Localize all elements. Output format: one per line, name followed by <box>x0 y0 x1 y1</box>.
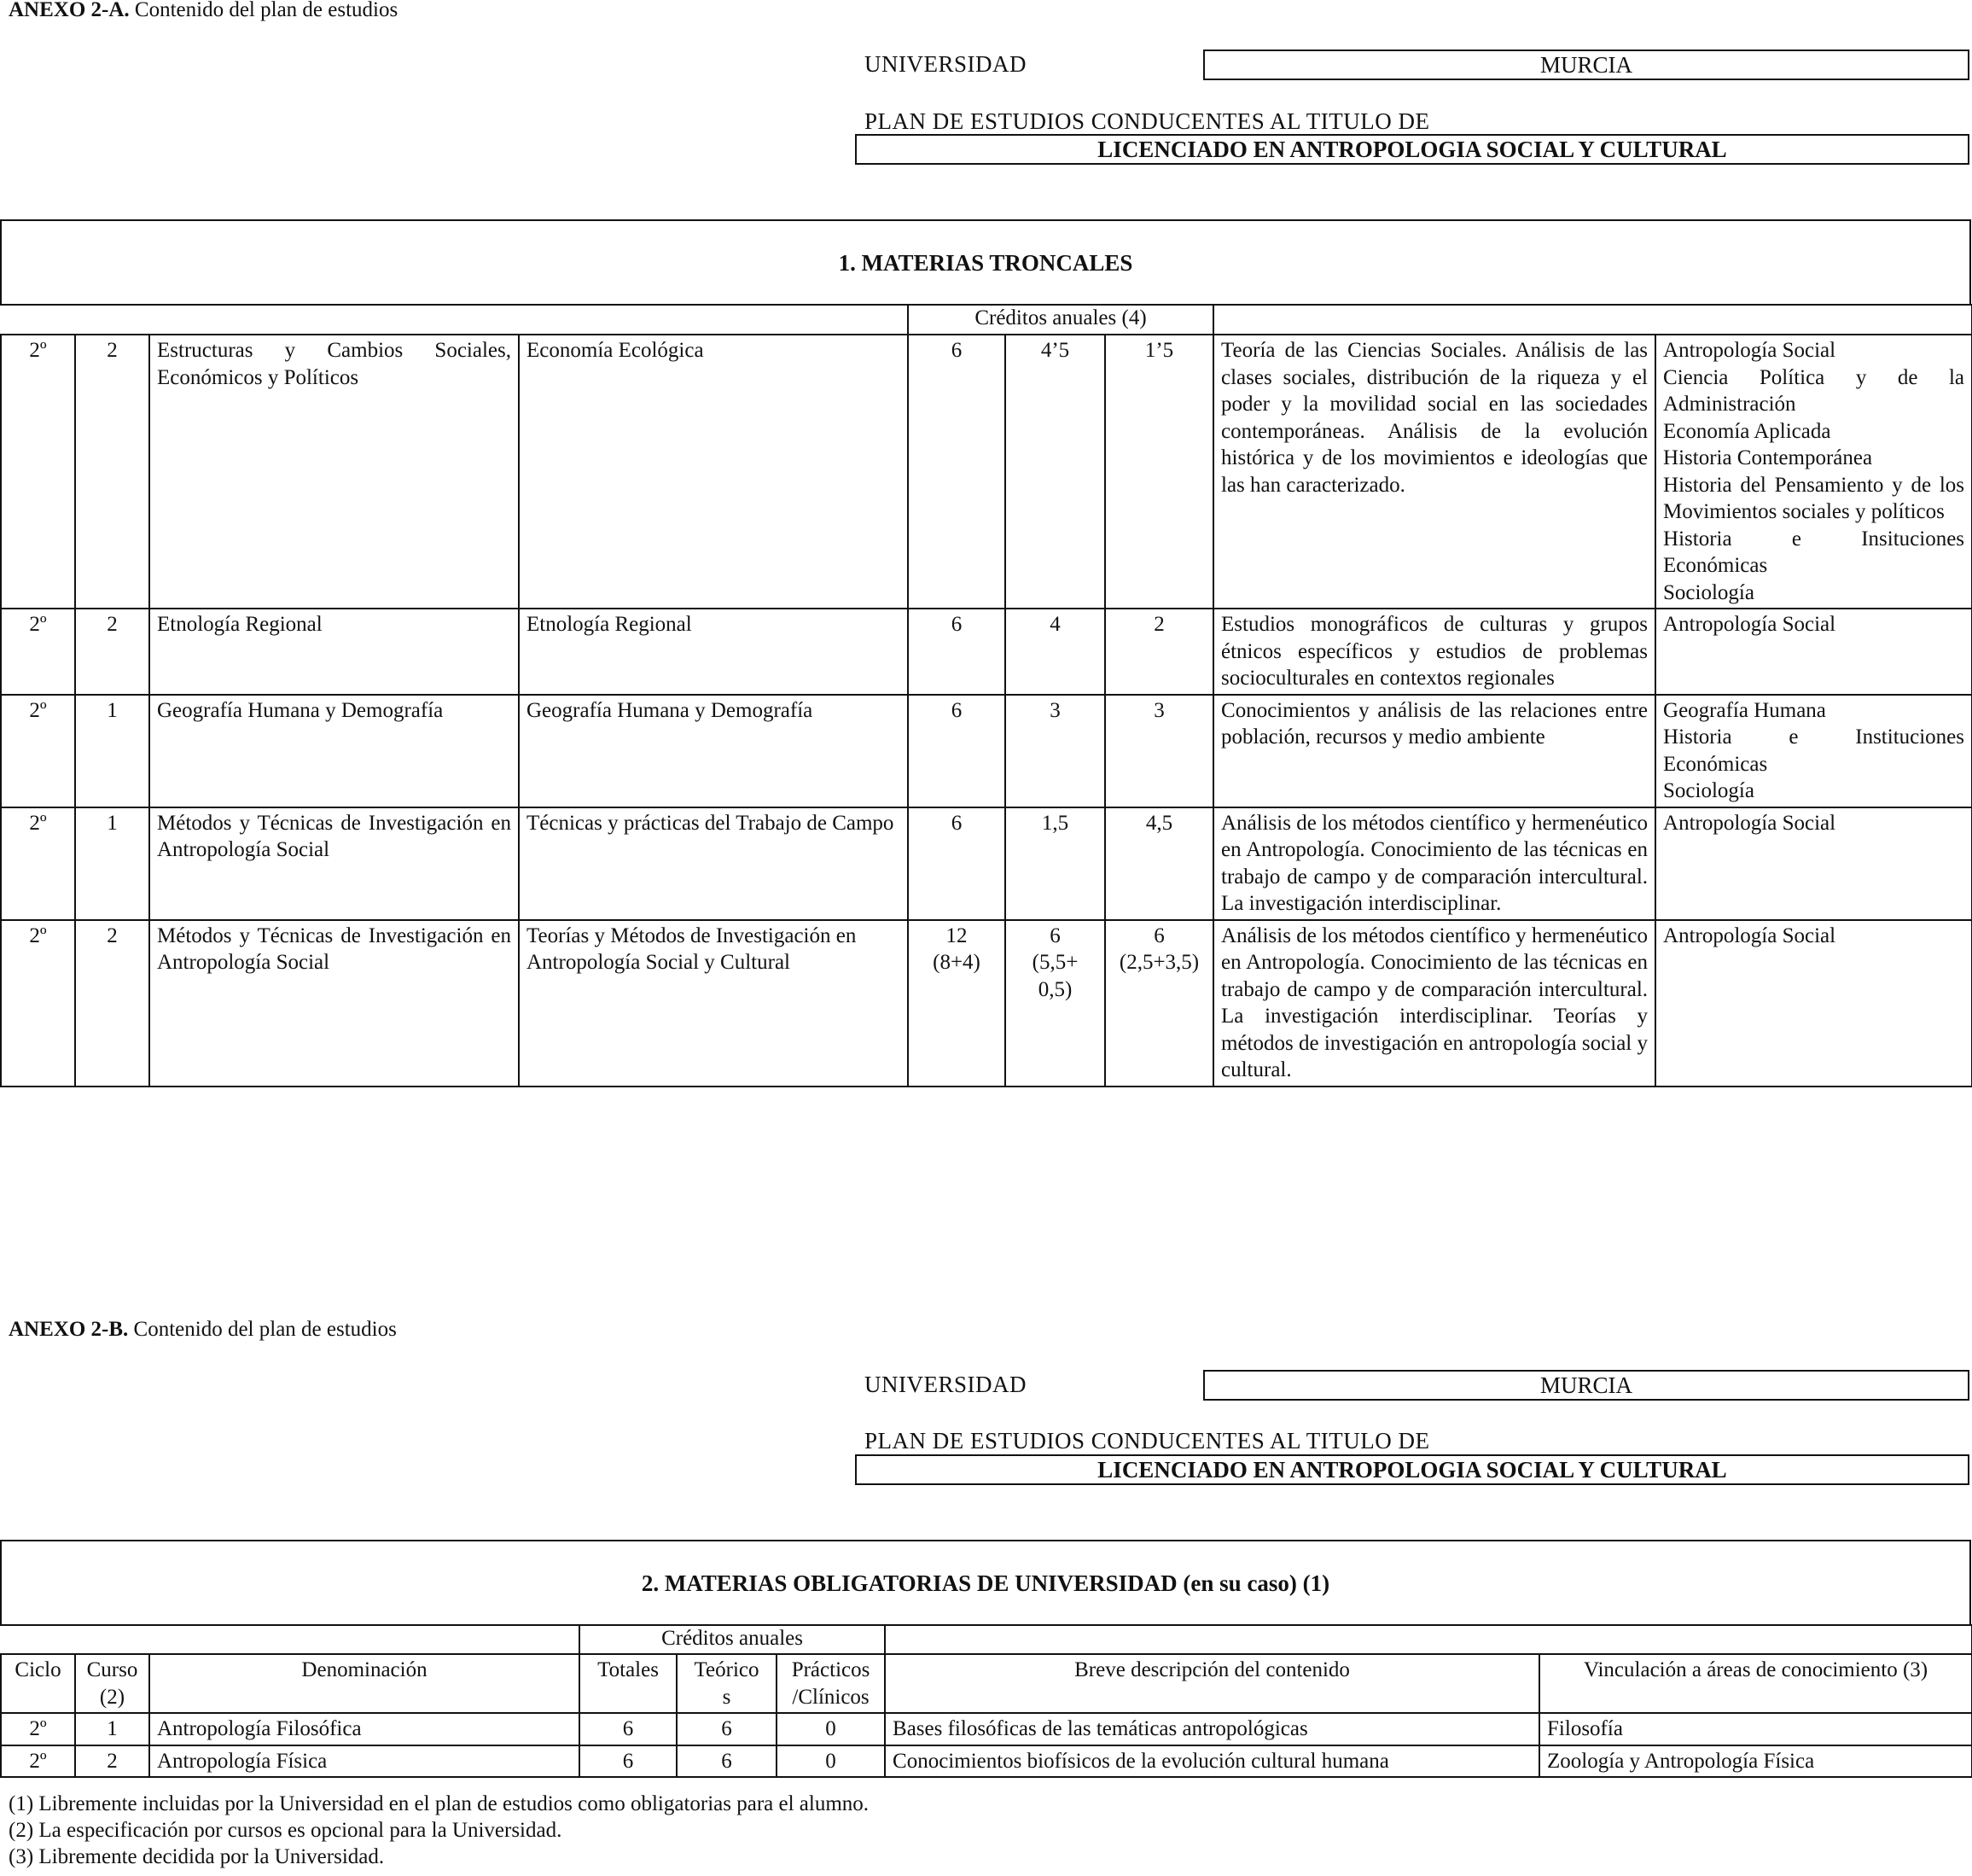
annex-b-column-header-row <box>1 1654 1972 1713</box>
footnote: (1) Libremente incluidas por la Universidad en el plan de estudios como obligatorias para el alumno. <box>9 1792 870 1815</box>
curso-cell: 2 <box>75 1745 149 1778</box>
annex-a-university-value: MURCIA <box>1203 50 1969 80</box>
totales-cell: 6 <box>908 609 1005 695</box>
curso-cell: 2 <box>75 920 149 1087</box>
annex-b-body <box>1 1713 1972 1777</box>
annex-b-table <box>0 1624 1972 1778</box>
descripcion-cell: Conocimientos y análisis de las relaciones entre población, recursos y medio ambiente <box>1213 695 1655 807</box>
denominacion-cell: Antropología Filosófica <box>149 1713 579 1745</box>
descripcion-cell: Teoría de las Ciencias Sociales. Análisis de las clases sociales, distribución de la riqueza y el poder y la movilidad social en las sociedades contemporáneas. Análisis de la evolución histórica y de los movimientos e ideologías que las han caracterizado. <box>1213 335 1655 609</box>
areas-cell: Antropología Social <box>1655 609 1972 695</box>
table-row <box>1 920 1972 1087</box>
descripcion-cell: Análisis de los métodos científico y hermenéutico en Antropología. Conocimiento de las técnicas en trabajo de campo y de comparación intercultural. La investigación interdisciplinar. <box>1213 807 1655 920</box>
areas-cell: Antropología Social <box>1655 807 1972 920</box>
annex-b-university-label: UNIVERSIDAD <box>864 1372 1027 1397</box>
annex-a-section-label: 1. MATERIAS TRONCALES <box>838 250 1133 276</box>
table-row <box>1 695 1972 807</box>
practicos-cell: 0 <box>777 1713 885 1745</box>
areas-cell: Antropología Social <box>1655 920 1972 1087</box>
annex-b-plan-label: PLAN DE ESTUDIOS CONDUCENTES AL TITULO DE <box>864 1428 1430 1454</box>
asignatura-cell: Economía Ecológica <box>519 335 908 609</box>
practicos-cell: 4,5 <box>1105 807 1213 920</box>
annex-a-university-label: UNIVERSIDAD <box>864 51 1027 77</box>
annex-b-credits-header-row <box>1 1625 1972 1654</box>
asignatura-cell: Teorías y Métodos de Investigación en Antropología Social y Cultural <box>519 920 908 1087</box>
annex-a-table <box>0 304 1972 1087</box>
annex-a-plan-label: PLAN DE ESTUDIOS CONDUCENTES AL TITULO DE <box>864 108 1430 134</box>
teoricos-cell: 6 <box>677 1713 777 1745</box>
practicos-cell: 2 <box>1105 609 1213 695</box>
ciclo-cell: 2º <box>1 1713 75 1745</box>
totales-cell: 6 <box>908 807 1005 920</box>
footnote: (2) La especificación por cursos es opcional para la Universidad. <box>9 1819 562 1842</box>
curso-cell: 2 <box>75 335 149 609</box>
areas-cell: Zoología y Antropología Física <box>1539 1745 1972 1778</box>
ciclo-cell: 2º <box>1 920 75 1087</box>
header-practicos: Prácticos /Clínicos <box>777 1654 885 1713</box>
annex-b-university-value: MURCIA <box>1203 1370 1969 1401</box>
header-ciclo: Ciclo <box>1 1654 75 1713</box>
annex-a-degree-title: LICENCIADO EN ANTROPOLOGIA SOCIAL Y CULTURAL <box>855 134 1969 165</box>
teoricos-cell: 1,5 <box>1005 807 1105 920</box>
annex-a-section-title <box>0 219 1971 306</box>
materia-cell: Etnología Regional <box>149 609 519 695</box>
ciclo-cell: 2º <box>1 609 75 695</box>
header-curso: Curso (2) <box>75 1654 149 1713</box>
curso-cell: 1 <box>75 1713 149 1745</box>
asignatura-cell: Técnicas y prácticas del Trabajo de Campo <box>519 807 908 920</box>
annex-a-heading <box>9 0 398 23</box>
annex-b-credits-header: Créditos anuales <box>579 1625 885 1654</box>
descripcion-cell: Conocimientos biofísicos de la evolución cultural humana <box>885 1745 1539 1778</box>
header-descripcion: Breve descripción del contenido <box>885 1654 1539 1713</box>
table-row <box>1 807 1972 920</box>
teoricos-cell: 3 <box>1005 695 1105 807</box>
annex-a-credits-header: Créditos anuales (4) <box>908 305 1213 335</box>
header-denominacion: Denominación <box>149 1654 579 1713</box>
teoricos-cell: 6 <box>677 1745 777 1778</box>
annex-b-degree-title: LICENCIADO EN ANTROPOLOGIA SOCIAL Y CULTURAL <box>855 1454 1969 1485</box>
footnote: (3) Libremente decidida por la Universidad. <box>9 1845 385 1868</box>
ciclo-cell: 2º <box>1 695 75 807</box>
practicos-cell: 6 (2,5+3,5) <box>1105 920 1213 1087</box>
ciclo-cell: 2º <box>1 807 75 920</box>
totales-cell: 6 <box>579 1745 677 1778</box>
practicos-cell: 1’5 <box>1105 335 1213 609</box>
annex-b-subtitle: Contenido del plan de estudios <box>133 1318 397 1341</box>
curso-cell: 2 <box>75 609 149 695</box>
asignatura-cell: Geografía Humana y Demografía <box>519 695 908 807</box>
table-row <box>1 1745 1972 1778</box>
areas-cell: Filosofía <box>1539 1713 1972 1745</box>
header-areas: Vinculación a áreas de conocimiento (3) <box>1539 1654 1972 1713</box>
annex-b-label: ANEXO 2-B. <box>9 1318 129 1341</box>
curso-cell: 1 <box>75 807 149 920</box>
annex-a-credits-header-row <box>1 305 1972 335</box>
totales-cell: 6 <box>579 1713 677 1745</box>
table-row <box>1 1713 1972 1745</box>
asignatura-cell: Etnología Regional <box>519 609 908 695</box>
annex-b-heading <box>9 1316 397 1343</box>
teoricos-cell: 6 (5,5+ 0,5) <box>1005 920 1105 1087</box>
materia-cell: Métodos y Técnicas de Investigación en Antropología Social <box>149 920 519 1087</box>
annex-b-footnotes <box>9 1791 869 1870</box>
totales-cell: 6 <box>908 335 1005 609</box>
totales-cell: 6 <box>908 695 1005 807</box>
descripcion-cell: Análisis de los métodos científico y hermenéutico en Antropología. Conocimiento de las técnicas en trabajo de campo y de comparación intercultural. La investigación interdisciplinar. Teorías y métodos de investigación en antropología social y cultural. <box>1213 920 1655 1087</box>
materia-cell: Métodos y Técnicas de Investigación en Antropología Social <box>149 807 519 920</box>
totales-cell: 12 (8+4) <box>908 920 1005 1087</box>
curso-cell: 1 <box>75 695 149 807</box>
practicos-cell: 0 <box>777 1745 885 1778</box>
teoricos-cell: 4’5 <box>1005 335 1105 609</box>
materia-cell: Estructuras y Cambios Sociales, Económicos y Políticos <box>149 335 519 609</box>
annex-b-section-title <box>0 1540 1971 1626</box>
table-row <box>1 609 1972 695</box>
annex-a-subtitle: Contenido del plan de estudios <box>134 0 398 21</box>
practicos-cell: 3 <box>1105 695 1213 807</box>
header-teoricos: Teórico s <box>677 1654 777 1713</box>
annex-a-body <box>1 335 1972 1087</box>
descripcion-cell: Bases filosóficas de las temáticas antropológicas <box>885 1713 1539 1745</box>
teoricos-cell: 4 <box>1005 609 1105 695</box>
header-totales: Totales <box>579 1654 677 1713</box>
annex-b-section-label: 2. MATERIAS OBLIGATORIAS DE UNIVERSIDAD (en su caso) (1) <box>641 1570 1330 1596</box>
ciclo-cell: 2º <box>1 1745 75 1778</box>
descripcion-cell: Estudios monográficos de culturas y grupos étnicos específicos y estudios de problemas socioculturales en contextos regionales <box>1213 609 1655 695</box>
ciclo-cell: 2º <box>1 335 75 609</box>
denominacion-cell: Antropología Física <box>149 1745 579 1778</box>
areas-cell: Geografía Humana Historia e Instituciones Económicas Sociología <box>1655 695 1972 807</box>
areas-cell: Antropología Social Ciencia Política y de la Administración Economía Aplicada Historia Contemporánea Historia del Pensamiento y de los Movimientos sociales y políticos Historia e Insituciones Económicas Sociología <box>1655 335 1972 609</box>
annex-a-label: ANEXO 2-A. <box>9 0 130 21</box>
table-row <box>1 335 1972 609</box>
materia-cell: Geografía Humana y Demografía <box>149 695 519 807</box>
